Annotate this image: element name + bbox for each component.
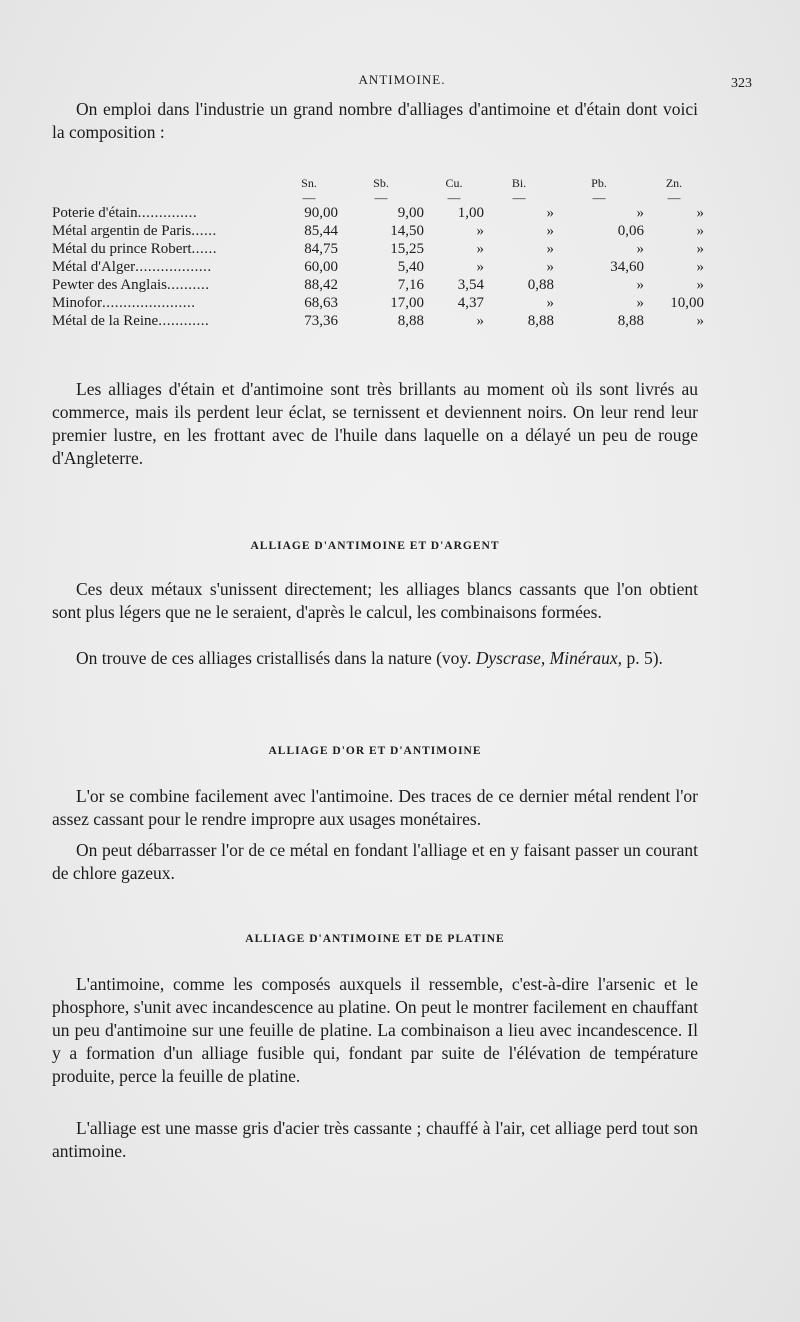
table-dash-row: [52, 192, 704, 204]
table-cell: 10,00: [670, 295, 704, 311]
alloy-name: Pewter des Anglais: [52, 277, 167, 293]
leader-dots: ............: [158, 313, 210, 329]
table-cell: »: [696, 259, 704, 275]
table-cell: »: [546, 259, 554, 275]
table-cell: »: [476, 241, 484, 257]
intro-paragraph: On emploi dans l'industrie un grand nombre d'alliages d'antimoine et d'étain dont voici la composition :: [52, 99, 698, 142]
table-cell: 7,16: [397, 277, 424, 293]
table-cell: 0,06: [617, 223, 644, 239]
dash-mark: —: [374, 190, 388, 205]
table-row: [52, 222, 704, 240]
leader-dots: ......: [191, 241, 218, 257]
table-cell: 8,88: [617, 313, 644, 329]
table-cell: »: [636, 295, 644, 311]
table-cell: 0,88: [527, 277, 554, 293]
table-cell: »: [546, 295, 554, 311]
silver-p2-end: p. 5).: [622, 648, 663, 668]
dash-mark: —: [667, 190, 681, 205]
alloy-name: Métal d'Alger: [52, 259, 136, 275]
table-cell: 9,00: [397, 205, 424, 221]
table-row: [52, 258, 704, 276]
table-cell: 60,00: [304, 259, 338, 275]
silver-p2-start: On trouve de ces alliages cristallisés dans la nature (voy.: [76, 648, 476, 668]
table-cell: 8,88: [397, 313, 424, 329]
leader-dots: ..........: [166, 277, 210, 293]
table-row: [52, 204, 704, 222]
table-cell: 88,42: [304, 277, 338, 293]
table-cell: 1,00: [457, 205, 484, 221]
dash-mark: —: [592, 190, 606, 205]
header-name-cell: [52, 174, 280, 192]
silver-paragraph-1: Ces deux métaux s'unissent directement; les alliages blancs cassants que l'on obtient sont plus légers que ne le seraient, d'après le calcul, les combinaisons formées.: [52, 579, 698, 622]
table-cell: »: [476, 313, 484, 329]
composition-table: [52, 174, 704, 330]
table-cell: »: [696, 313, 704, 329]
column-header: Zn.: [665, 176, 683, 190]
leader-dots: ......................: [102, 295, 196, 311]
column-header: Sb.: [373, 176, 389, 190]
leader-dots: ..................: [135, 259, 212, 275]
table-cell: »: [696, 223, 704, 239]
table-cell: »: [636, 277, 644, 293]
table-row: [52, 312, 704, 330]
table-cell: 14,50: [390, 223, 424, 239]
platinum-paragraph-2: L'alliage est une masse gris d'acier très cassante ; chauffé à l'air, cet alliage perd tout son antimoine.: [52, 1118, 698, 1161]
alloy-name: Minofor: [52, 295, 102, 311]
table-cell: »: [476, 259, 484, 275]
running-title: ANTIMOINE.: [358, 72, 446, 87]
section-title-silver: ALLIAGE D'ANTIMOINE ET D'ARGENT: [250, 540, 500, 552]
table-row: [52, 294, 704, 312]
alloy-name: Poterie d'étain: [52, 205, 138, 221]
alloy-name: Métal argentin de Paris: [52, 223, 192, 239]
table-cell: »: [636, 241, 644, 257]
table-cell: 3,54: [457, 277, 484, 293]
dash-mark: —: [302, 190, 316, 205]
table-cell: 17,00: [390, 295, 424, 311]
table-cell: »: [546, 241, 554, 257]
alloy-name: Métal de la Reine: [52, 313, 159, 329]
page-number: 323: [731, 76, 752, 91]
alloy-name: Métal du prince Robert: [52, 241, 192, 257]
column-header: Sn.: [301, 176, 317, 190]
table-cell: »: [696, 241, 704, 257]
table-row: [52, 240, 704, 258]
table-cell: »: [696, 277, 704, 293]
table-cell: 5,40: [397, 259, 424, 275]
table-cell: 68,63: [304, 295, 338, 311]
table-row: [52, 276, 704, 294]
table-cell: »: [546, 223, 554, 239]
table-cell: 84,75: [304, 241, 338, 257]
table-cell: »: [476, 223, 484, 239]
platinum-paragraph-1: L'antimoine, comme les composés auxquels il ressemble, c'est-à-dire l'arsenic et le phosphore, s'unit avec incandescence au platine. On peut le montrer facilement en chauffant un peu d'antimoine sur une feuille de platine. La combinaison a lieu avec incandescence. Il y a formation d'un alliage fusible qui, fondant par suite de l'élévation de température produite, perce la feuille de platine.: [52, 974, 698, 1086]
table-cell: 4,37: [457, 295, 484, 311]
dash-mark: —: [512, 190, 526, 205]
gold-paragraph-1: L'or se combine facilement avec l'antimoine. Des traces de ce dernier métal rendent l'or assez cassant pour le rendre impropre aux usages monétaires.: [52, 786, 698, 829]
table-cell: 90,00: [304, 205, 338, 221]
silver-paragraph-2: [52, 647, 698, 670]
column-header: Cu.: [445, 176, 463, 190]
table-cell: 73,36: [304, 313, 338, 329]
column-header: Pb.: [591, 176, 607, 190]
column-header: Bi.: [511, 176, 527, 190]
page-header: [52, 72, 752, 92]
section-title-gold: ALLIAGE D'OR ET D'ANTIMOINE: [268, 745, 482, 757]
leader-dots: ......: [191, 223, 217, 239]
table-cell: »: [696, 205, 704, 221]
shine-paragraph: Les alliages d'étain et d'antimoine sont très brillants au moment où ils sont livrés au commerce, mais ils perdent leur éclat, se ternissent et deviennent noirs. On leur rend leur premier lustre, en les frottant avec de l'huile dans laquelle on a délayé un peu de rouge d'Angleterre.: [52, 379, 698, 468]
table-cell: 8,88: [527, 313, 554, 329]
table-cell: »: [636, 205, 644, 221]
section-title-platinum: ALLIAGE D'ANTIMOINE ET DE PLATINE: [245, 933, 505, 945]
table-cell: »: [546, 205, 554, 221]
dash-mark: —: [447, 190, 461, 205]
silver-p2-italic: Dyscrase, Minéraux,: [475, 648, 623, 668]
table-cell: 85,44: [304, 223, 338, 239]
table-cell: 15,25: [390, 241, 424, 257]
table-cell: 34,60: [610, 259, 644, 275]
leader-dots: ..............: [137, 205, 198, 221]
gold-paragraph-2: On peut débarrasser l'or de ce métal en fondant l'alliage et en y faisant passer un courant de chlore gazeux.: [52, 840, 698, 883]
